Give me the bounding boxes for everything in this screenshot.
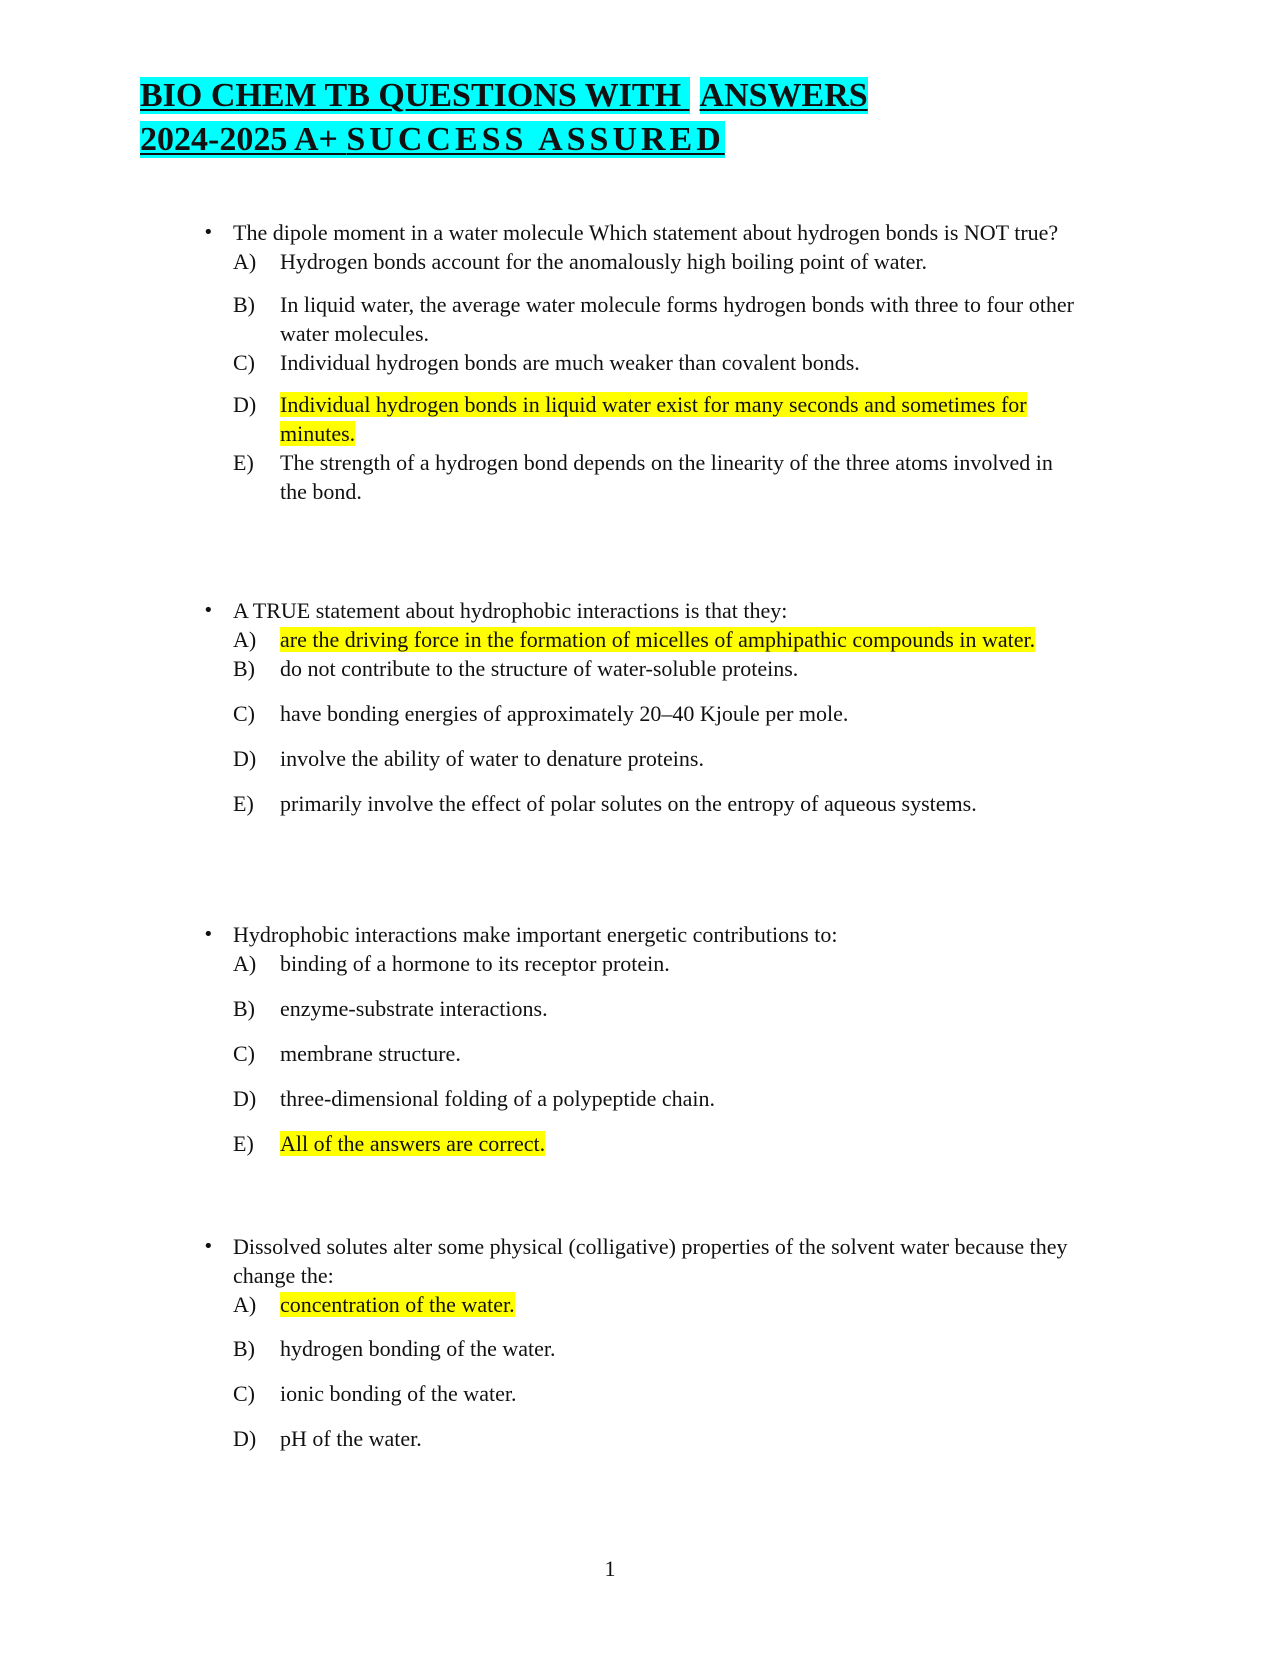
option-text: primarily involve the effect of polar solutes on the entropy of aqueous systems.: [280, 791, 977, 816]
question-3: [203, 920, 1083, 1158]
page-number: 1: [604, 1556, 616, 1581]
option-d: [203, 1084, 1083, 1113]
question-stem: [203, 920, 1083, 949]
option-text: enzyme-substrate interactions.: [280, 996, 548, 1021]
option-text-highlighted: All of the answers are correct.: [280, 1131, 546, 1156]
option-letter: C): [233, 701, 255, 726]
option-text: Individual hydrogen bonds are much weaker than covalent bonds.: [280, 350, 860, 375]
bullet-icon: •: [203, 1236, 214, 1257]
question-stem: [203, 218, 1083, 247]
option-a-correct: [203, 625, 1083, 654]
option-text: membrane structure.: [280, 1041, 461, 1066]
option-text: do not contribute to the structure of water-soluble proteins.: [280, 656, 799, 681]
option-d: [203, 744, 1083, 773]
question-stem: [203, 1232, 1083, 1290]
title-line1-part2: ANSWERS: [699, 77, 868, 114]
option-letter: A): [233, 951, 257, 976]
option-letter: E): [233, 450, 254, 475]
option-text-highlighted: Individual hydrogen bonds in liquid water exist for many seconds and sometimes for minutes.: [280, 392, 1027, 446]
option-list: [203, 949, 1083, 1158]
option-letter: C): [233, 1381, 255, 1406]
option-text: hydrogen bonding of the water.: [280, 1336, 556, 1361]
question-stem-text: Hydrophobic interactions make important energetic contributions to:: [233, 922, 838, 947]
option-text: In liquid water, the average water molecule forms hydrogen bonds with three to four other water molecules.: [280, 292, 1074, 346]
option-e: [203, 789, 1083, 818]
title-line2-part1: 2024-2025 A+: [140, 121, 347, 158]
question-stem-text: Dissolved solutes alter some physical (colligative) properties of the solvent water because they change the:: [233, 1234, 1068, 1288]
option-letter: C): [233, 350, 255, 375]
question-2: [203, 596, 1083, 818]
option-d-correct: [203, 390, 1083, 448]
title-line2-part2: SUCCESS ASSURED: [346, 121, 725, 158]
question-stem-text: A TRUE statement about hydrophobic interactions is that they:: [233, 598, 788, 623]
option-letter: E): [233, 1131, 254, 1156]
option-letter: E): [233, 791, 254, 816]
document-title: [140, 74, 1140, 162]
question-stem: [203, 596, 1083, 625]
option-text-highlighted: concentration of the water.: [280, 1292, 515, 1317]
option-d: [203, 1424, 1083, 1453]
option-a-correct: [203, 1290, 1083, 1319]
question-1: [203, 218, 1083, 506]
question-stem-text: The dipole moment in a water molecule Which statement about hydrogen bonds is NOT true?: [233, 220, 1059, 245]
option-letter: A): [233, 249, 257, 274]
option-list: [203, 625, 1083, 818]
option-list: [203, 247, 1083, 506]
option-e: [203, 448, 1083, 506]
option-text: have bonding energies of approximately 20–40 Kjoule per mole.: [280, 701, 849, 726]
bullet-icon: •: [203, 600, 214, 621]
option-letter: D): [233, 1086, 257, 1111]
option-letter: D): [233, 1426, 257, 1451]
option-text: three-dimensional folding of a polypeptide chain.: [280, 1086, 715, 1111]
option-letter: B): [233, 996, 255, 1021]
option-list: [203, 1290, 1083, 1453]
bullet-icon: •: [203, 924, 214, 945]
option-text: ionic bonding of the water.: [280, 1381, 517, 1406]
option-a: [203, 247, 1083, 276]
option-text: binding of a hormone to its receptor protein.: [280, 951, 670, 976]
option-text: involve the ability of water to denature proteins.: [280, 746, 704, 771]
option-text: The strength of a hydrogen bond depends on the linearity of the three atoms involved in the bond.: [280, 450, 1053, 504]
option-c: [203, 1379, 1083, 1408]
option-letter: B): [233, 656, 255, 681]
option-letter: A): [233, 1292, 257, 1317]
question-4: [203, 1232, 1083, 1453]
option-letter: B): [233, 1336, 255, 1361]
option-text-highlighted: are the driving force in the formation of micelles of amphipathic compounds in water.: [280, 627, 1036, 652]
option-b: [203, 290, 1083, 348]
option-c: [203, 1039, 1083, 1068]
title-line1-part1: BIO CHEM TB QUESTIONS WITH: [140, 77, 690, 114]
option-b: [203, 654, 1083, 683]
option-letter: B): [233, 292, 255, 317]
option-letter: A): [233, 627, 257, 652]
option-b: [203, 1334, 1083, 1363]
option-c: [203, 348, 1083, 377]
option-letter: D): [233, 392, 257, 417]
option-text: pH of the water.: [280, 1426, 422, 1451]
option-a: [203, 949, 1083, 978]
option-b: [203, 994, 1083, 1023]
option-c: [203, 699, 1083, 728]
option-letter: D): [233, 746, 257, 771]
bullet-icon: •: [203, 222, 214, 243]
option-letter: C): [233, 1041, 255, 1066]
option-e-correct: [203, 1129, 1083, 1158]
option-text: Hydrogen bonds account for the anomalously high boiling point of water.: [280, 249, 928, 274]
